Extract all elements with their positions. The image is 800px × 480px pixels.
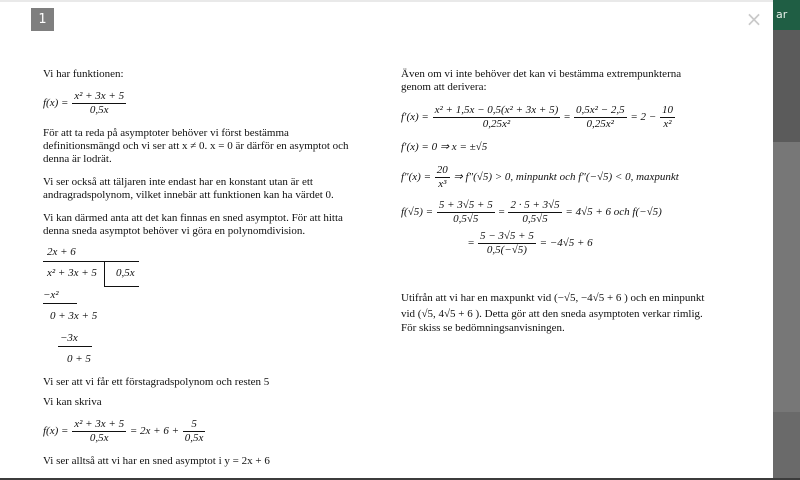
division-dividend: x² + 3x + 5 (47, 267, 97, 279)
v1-equals: = (498, 206, 505, 219)
conclusion-line-1: Utifrån att vi har en maxpunkt vid (−√5, −4√5 + 6 ) och en minpunkt (401, 292, 705, 304)
d1-numerator: x² + 1,5x − 0,5(x² + 3x + 5) (434, 104, 559, 116)
value-at-root (401, 199, 662, 226)
f2-lhs: f(x) = (43, 425, 69, 438)
d1-denominator: 0,25x² (482, 118, 511, 130)
right-paragraph-1-line-2: genom att derivera: (401, 81, 487, 93)
v1-lhs: f(√5) = (401, 206, 434, 219)
d1-lhs: f′(x) = (401, 111, 429, 124)
right-column (0, 2, 773, 480)
conclusion-line-2: vid (√5, 4√5 + 6 ). Detta gör att den sneda asymptoten verkar rimlig. (401, 308, 703, 320)
division-quotient: 2x + 6 (47, 246, 76, 258)
paragraph-3-line-2: denna sneda asymptot behöver vi göra en polynomdivision. (43, 225, 306, 237)
v2-rest: = −4√5 + 6 (539, 237, 593, 250)
division-subtract-2: −3x (60, 332, 78, 344)
derivative-zero: f′(x) = 0 ⇒ x = ±√5 (401, 141, 488, 153)
dd-denominator: x³ (438, 178, 447, 190)
v1-denominator-2: 0,5√5 (522, 213, 548, 225)
dd-fraction (435, 164, 450, 191)
d1-denominator-3: x² (663, 118, 672, 130)
d1-fraction-2 (574, 104, 627, 131)
division-subtract-1: −x² (43, 289, 59, 301)
dd-numerator: 20 (436, 164, 448, 176)
intro-text: Vi har funktionen: (43, 68, 124, 80)
paragraph-1-line-2: definitionsmängd och vi ser att x ≠ 0. x = 0 är därför en asymptot och (43, 140, 349, 152)
f2-denominator: 0,5x (89, 432, 109, 444)
v1-numerator-2: 2 · 5 + 3√5 (510, 199, 560, 211)
d1-equals-2: = 2 − (630, 111, 657, 124)
paragraph-2-line-1: Vi ser också att täljaren inte endast har en konstant utan är ett (43, 176, 313, 188)
d1-denominator-2: 0,25x² (586, 118, 614, 130)
dd-lhs: f″(x) = (401, 171, 432, 184)
v1-fraction (437, 199, 495, 226)
division-remainder-1: 0 + 3x + 5 (50, 310, 98, 322)
strip-block (773, 142, 800, 412)
paragraph-3-line-1: Vi kan därmed anta att det kan finnas en sned asymptot. För att hitta (43, 212, 343, 224)
v2-fraction (478, 230, 536, 257)
division-divisor: 0,5x (116, 267, 135, 279)
paragraph-1-line-1: För att ta reda på asymptoter behöver vi först bestämma (43, 127, 289, 139)
right-paragraph-1-line-1: Även om vi inte behöver det kan vi bestämma extrempunkterna (401, 68, 682, 80)
first-derivative (401, 104, 676, 131)
v1-fraction-2 (508, 199, 561, 226)
v2-equals: = (468, 237, 475, 250)
d1-numerator-3: 10 (661, 104, 673, 116)
strip-block (773, 412, 800, 478)
v2-denominator: 0,5(−√5) (486, 244, 527, 256)
v1-rest: = 4√5 + 6 och f(−√5) (565, 206, 662, 219)
conclusion-line-3: För skiss se bedömningsanvisningen. (401, 322, 565, 334)
f-denominator: 0,5x (89, 104, 109, 116)
v1-denominator: 0,5√5 (453, 213, 479, 225)
strip-block (773, 30, 800, 142)
v2-numerator: 5 − 3√5 + 5 (479, 230, 534, 242)
d1-equals: = (564, 111, 571, 124)
value-at-negative-root (468, 230, 593, 257)
close-icon[interactable]: × (745, 7, 763, 31)
d1-fraction-3 (660, 104, 675, 131)
background-corner-label: ar (772, 0, 800, 30)
paragraph-1-line-3: denna är lodrät. (43, 153, 112, 165)
division-remainder-2: 0 + 5 (67, 353, 91, 365)
f2-remainder-denominator: 0,5x (184, 432, 204, 444)
background-page-strip (773, 30, 800, 478)
solution-number-badge: 1 (31, 8, 54, 31)
paragraph-6: Vi ser alltså att vi har en sned asymptot i y = 2x + 6 (43, 455, 270, 467)
f-lhs: f(x) = (43, 97, 69, 110)
d1-fraction (433, 104, 561, 131)
d1-numerator-2: 0,5x² − 2,5 (575, 104, 625, 116)
f2-middle: = 2x + 6 + (129, 425, 180, 438)
f2-numerator: x² + 3x + 5 (74, 418, 125, 430)
paragraph-4: Vi ser att vi får ett förstagradspolynom och resten 5 (43, 376, 270, 388)
second-derivative (401, 164, 679, 191)
dd-rest: ⇒ f″(√5) > 0, minpunkt och f″(−√5) < 0, maxpunkt (453, 171, 679, 184)
f-numerator: x² + 3x + 5 (74, 90, 125, 102)
paragraph-2-line-2: andragradspolynom, vilket innebär att funktionen kan ha värdet 0. (43, 189, 334, 201)
f2-remainder-numerator: 5 (183, 418, 206, 432)
v1-numerator: 5 + 3√5 + 5 (438, 199, 493, 211)
paragraph-5: Vi kan skriva (43, 396, 102, 408)
